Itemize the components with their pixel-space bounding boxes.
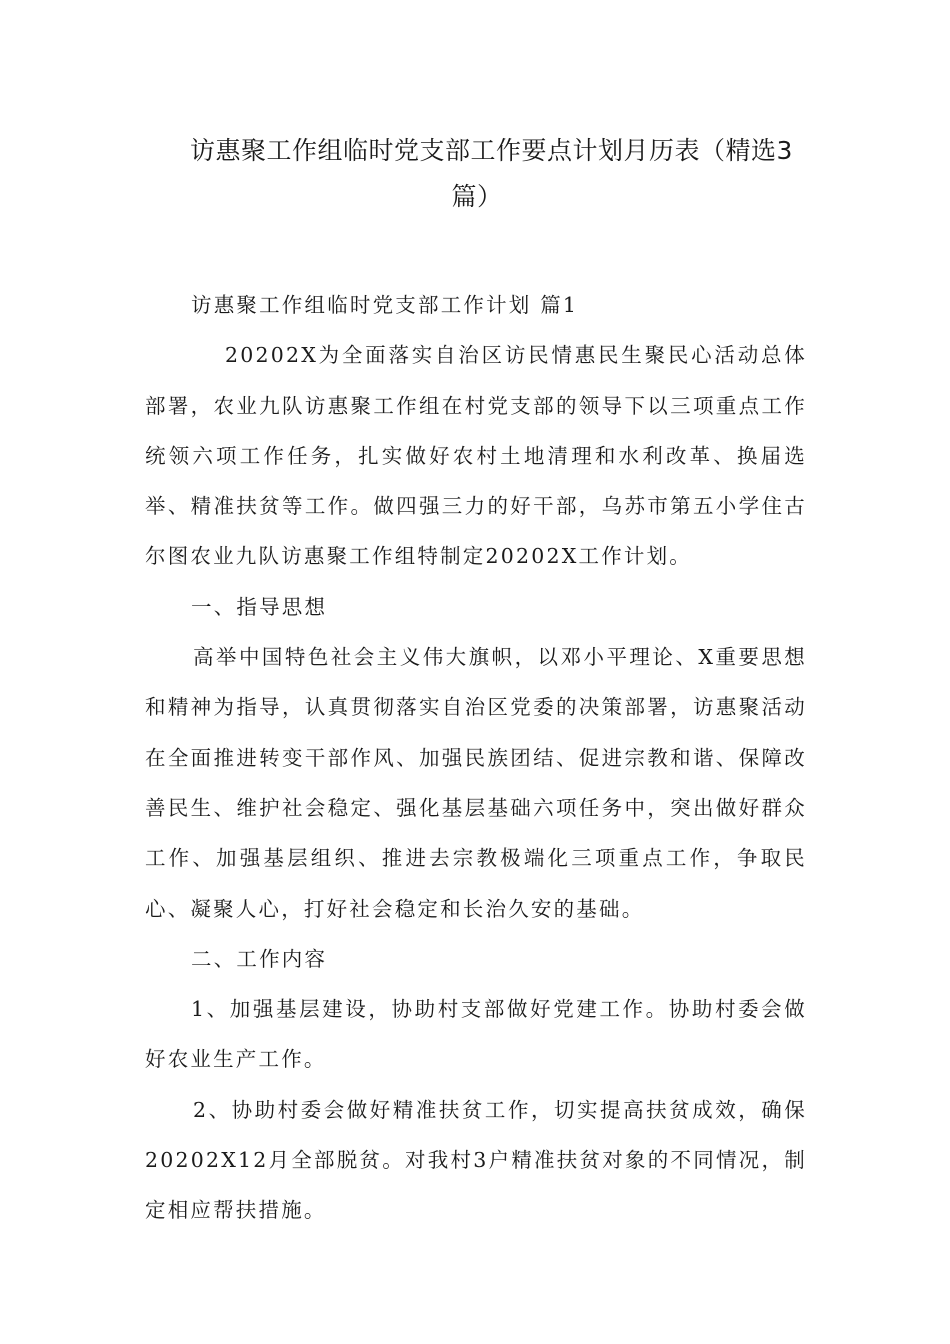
title-line-1: 访惠聚工作组临时党支部工作要点计划月历表（精选3 [190, 136, 793, 165]
work-item-2: 2、协助村委会做好精准扶贫工作，切实提高扶贫成效，确保20202X12月全部脱贫。对我村3户精准扶贫对象的不同情况，制定相应帮扶措施。 [145, 1097, 807, 1223]
heading-guiding-ideology: 一、指导思想 [191, 594, 328, 619]
title-line-2: 篇） [451, 182, 503, 211]
paragraph-guiding-ideology: 高举中国特色社会主义伟大旗帜，以邓小平理论、X重要思想和精神为指导，认真贯彻落实自治区党委的决策部署，访惠聚活动在全面推进转变干部作风、加强民族团结、促进宗教和谐、保障改善民生、维护社会稳定、强化基层基础六项任务中，突出做好群众工作、加强基层组织、推进去宗教极端化三项重点工作，争取民心、凝聚人心，打好社会稳定和长治久安的基础。 [145, 645, 807, 921]
section-heading: 访惠聚工作组临时党支部工作计划 篇1 [191, 293, 579, 317]
document-title [190, 128, 820, 220]
document-body [145, 280, 807, 1236]
heading-work-content: 二、工作内容 [191, 946, 328, 971]
work-item-1: 1、加强基层建设，协助村支部做好党建工作。协助村委会做好农业生产工作。 [145, 997, 807, 1072]
intro-paragraph: 20202X为全面落实自治区访民情惠民生聚民心活动总体部署，农业九队访惠聚工作组在村党支部的领导下以三项重点工作统领六项工作任务，扎实做好农村土地清理和水利改革、换届选举、精准扶贫等工作。做四强三力的好干部，乌苏市第五小学住古尔图农业九队访惠聚工作组特制定20202X工作计划。 [145, 343, 807, 569]
